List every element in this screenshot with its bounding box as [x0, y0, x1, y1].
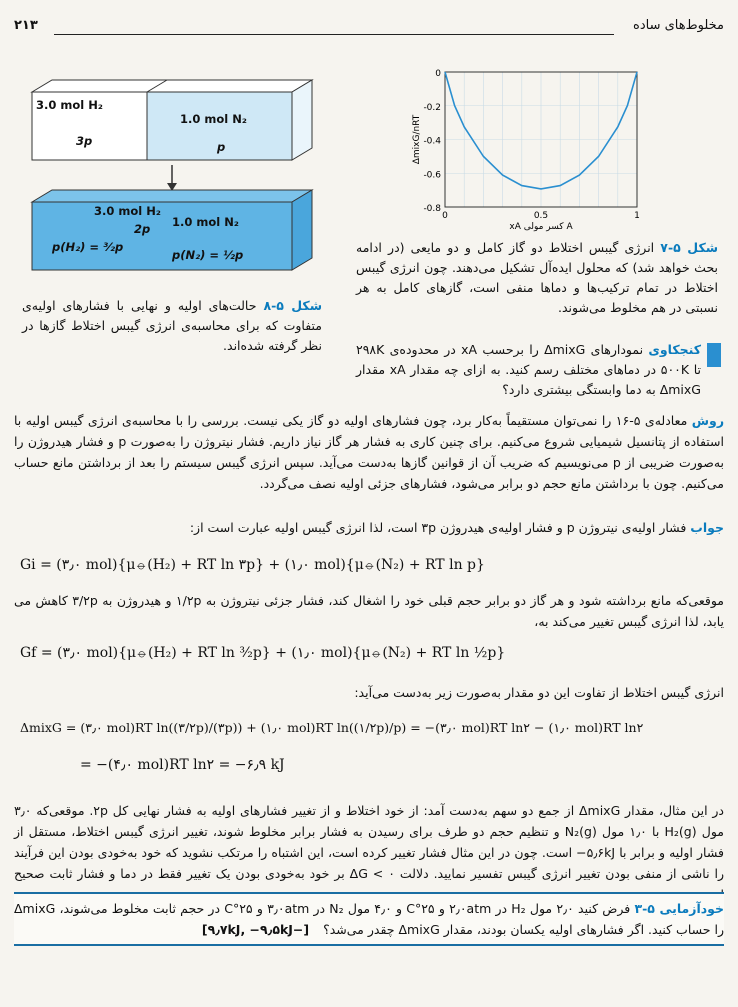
running-title: مخلوط‌های ساده — [633, 18, 724, 33]
top-box-lid — [32, 80, 312, 92]
y-tick-label: -0.2 — [423, 102, 441, 113]
y-tick-label: -0.4 — [423, 136, 441, 147]
chart-svg — [405, 62, 650, 232]
bottom-box-lid — [32, 190, 312, 202]
equation-final-gibbs: Gf = (۳٫۰ mol){μ⦵(H₂) + RT ln ³⁄₂p} + (۱٫۰ mol){μ⦵(N₂) + RT ln ½p} — [20, 645, 506, 661]
curiosity-label: کنجکاوی — [648, 342, 701, 357]
equation-initial-gibbs: Gi = (۳٫۰ mol){μ⦵(H₂) + RT ln ۳p} + (۱٫۰ mol){μ⦵(N₂) + RT ln p} — [20, 557, 485, 573]
top-h2-moles: 3.0 mol H₂ — [36, 98, 103, 112]
fig7-text: انرژی گیبس اختلاط دو گاز کامل و دو مایعی (در ادامه بحث خواهد شد) که محلول ایده‌آل تشکیل می‌دهند. چون انرژی گیبس اختلاط در تمام ترکیب‌ها و دماها منفی است، گازهای کامل به هر نسبتی در هم مخلوط می‌شوند. — [356, 240, 718, 315]
bottom-box-front — [32, 202, 292, 270]
y-tick-label: -0.8 — [423, 204, 441, 214]
answer-label: جواب — [690, 520, 724, 535]
paragraph-after-removal: موقعی‌که مانع برداشته شود و هر گاز دو برابر حجم قبلی خود را اشغال کند، فشار جزئی نیتروژن به ۱/۲p و هیدروژن به ۳/۲p کاهش می یابد، لذا انرژی گیبس تغییر می‌کند به، — [14, 593, 724, 629]
mixing-gibbs-chart — [405, 62, 650, 232]
gas-mixing-diagram — [22, 70, 322, 285]
x-tick-label: 1 — [634, 211, 640, 221]
paragraph-difference: انرژی گیبس اختلاط از تفاوت این دو مقدار به‌صورت زیر به‌دست می‌آید: — [354, 685, 724, 700]
top-h2-pressure: 3p — [76, 134, 93, 148]
fig7-label: شکل ۵-۷ — [660, 240, 719, 255]
bottom-ph2: p(H₂) = ³⁄₂p — [52, 240, 124, 254]
fig8-text: حالت‌های اولیه و نهایی با فشارهای اولیه‌ی متفاوت که برای محاسبه‌ی انرژی گیبس اختلاط گازها در نظر گرفته شده‌اند. — [22, 298, 322, 353]
method-paragraph — [14, 410, 724, 494]
x-axis-label: xA کسر مولی A — [509, 222, 573, 232]
curiosity-text: نمودارهای ΔmixG را برحسب xA در محدوده‌ی ۲۹۸K تا ۵۰۰K در دماهای مختلف رسم کنید. به ازای چه مقدار xA مقدار ΔmixG به دما وابستگی بیشتری دارد؟ — [356, 342, 701, 397]
answer-text: فشار اولیه‌ی نیتروژن p و فشار اولیه‌ی هیدروژن ۳p است، لذا انرژی گیبس اولیه عبارت است از: — [189, 520, 687, 535]
top-box-side — [292, 80, 312, 160]
bottom-pn2: p(N₂) = ½p — [172, 248, 244, 262]
y-axis-label: ΔmixG/nRT — [412, 114, 422, 165]
bottom-pressure: 2p — [134, 222, 151, 236]
x-tick-label: 0 — [442, 211, 448, 221]
fig8-label: شکل ۵-۸ — [263, 298, 322, 313]
equation-mixing-gibbs: ΔmixG = (۳٫۰ mol)RT ln((۳/۲p)/(۳p)) + (۱٫۰ mol)RT ln((۱/۲p)/p) = −(۳٫۰ mol)RT ln۲ − (۱٫۰ mol)RT ln۲ — [20, 720, 644, 735]
fig8-caption — [22, 296, 322, 356]
page-header — [14, 14, 724, 36]
top-n2-pressure: p — [217, 140, 226, 154]
curiosity-box — [356, 340, 701, 400]
method-text: معادله‌ی ۵-۱۶ را نمی‌توان مستقیماً به‌کار برد، چون فشارهای اولیه دو گاز یکی نیست. بررسی را با محاسبه‌ی انرژی گیبس اولیه با استفاده از پتانسیل شیمیایی شروع می‌کنیم. برای چنین کاری به فشار هر گاز نیاز داریم. فشار نیتروژن را به‌صورت p و فشار هیدروژن را به‌صورت ضریبی از p می‌نویسیم که ضریب آن از قوانین گازها به‌دست می‌آید. سپس انرژی گیبس سیستم را بعد از برداشتن مانع حساب می‌کنیم. چون با برداشتن مانع حجم دو برابر می‌شود، فشارهای جزئی اولیه نصف می‌گردد. — [14, 413, 725, 491]
self-test-answers: [−۹٫۷kJ, −۹٫۵kJ] — [201, 922, 310, 937]
method-label: روش — [691, 413, 725, 428]
bottom-n2-moles: 1.0 mol N₂ — [172, 215, 239, 229]
paragraph-conclusion: در این مثال، مقدار ΔmixG از جمع دو سهم به‌دست آمد: از خود اختلاط و از تغییر فشارهای اولیه به فشار نهایی کل ۲p. موقعی‌که ۳٫۰ مول H₂(g) با ۱٫۰ مول N₂(g) و تنظیم حجم دو طرف برای رسیدن به فشار برابر مخلوط شوند، تغییر انرژی گیبس اختلاط، مستقل از فشار اولیه و برابر با ۵٫۶kJ− است. چون در این مثال فشار تغییر کرده است، این اشتباه را مرتکب نشوید که خود به‌خودی بودن این فرآیند را ناشی از منفی بودن تغییر انرژی گیبس تفسیر نمایید. دلالت ΔG < ۰ بر خود به‌خودی بودن یک تغییر فقط در دما و فشار ثابت صحیح — [14, 803, 724, 881]
equation-mixing-result: = −(۴٫۰ mol)RT ln۲ = −۶٫۹ kJ — [80, 757, 285, 773]
self-test-text: فرض کنید ۲٫۰ مول H₂ در ۲٫۰atm و ۲۵°C و ۴٫۰ مول N₂ در ۳٫۰atm و ۲۵°C در حجم ثابت مخلوط می‌شوند، ΔmixG را حساب کنید. اگر فشارهای اولیه یکسان بودند، مقدار ΔmixG چقدر می‌شد؟ — [14, 901, 724, 937]
curiosity-marker — [707, 343, 721, 367]
header-rule — [54, 34, 614, 35]
page-number: ۲۱۳ — [14, 18, 38, 33]
top-n2-moles: 1.0 mol N₂ — [180, 112, 247, 126]
y-tick-label: 0 — [435, 69, 441, 79]
self-test-box — [14, 892, 724, 946]
bottom-h2-moles: 3.0 mol H₂ — [94, 204, 161, 218]
y-tick-label: -0.6 — [423, 170, 441, 181]
self-test-label: خودآزمایی ۵-۳ — [634, 901, 725, 916]
bottom-box-side — [292, 190, 312, 270]
fig7-caption — [356, 238, 718, 318]
answer-paragraph — [14, 517, 724, 538]
x-tick-label: 0.5 — [533, 211, 549, 221]
